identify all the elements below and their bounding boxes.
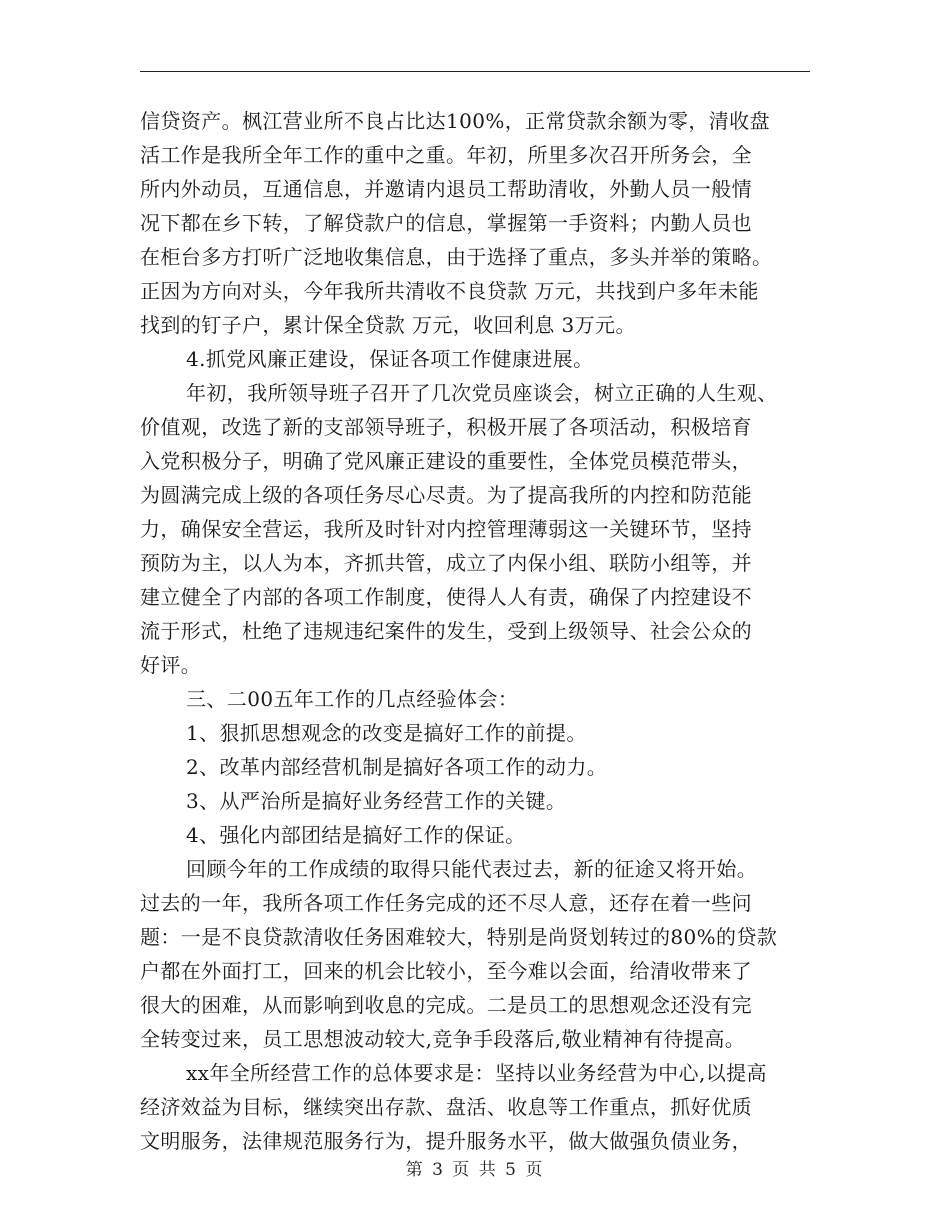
text-line: 所内外动员，互通信息，并邀请内退员工帮助清收，外勤人员一般情 bbox=[140, 177, 752, 201]
text-line: 户都在外面打工，回来的机会比较小，至今难以会面，给清收带来了 bbox=[140, 959, 752, 983]
text-line: 流于形式，杜绝了违规违纪案件的发生，受到上级领导、社会公众的 bbox=[140, 619, 752, 643]
text-line: 很大的困难，从而影响到收息的完成。二是员工的思想观念还没有完 bbox=[140, 993, 752, 1017]
text-line: 找到的钉子户，累计保全贷款 万元，收回利息 3万元。 bbox=[140, 313, 636, 337]
text-line: 建立健全了内部的各项工作制度，使得人人有责，确保了内控建设不 bbox=[140, 585, 752, 609]
text-line: 力，确保安全营运，我所及时针对内控管理薄弱这一关键环节，坚持 bbox=[140, 517, 752, 541]
text-line: 入党积极分子，明确了党风廉正建设的重要性，全体党员模范带头， bbox=[140, 449, 752, 473]
text-line: 预防为主，以人为本，齐抓共管，成立了内保小组、联防小组等，并 bbox=[140, 551, 752, 575]
document-body bbox=[140, 104, 812, 1158]
text-line: 题：一是不良贷款清收任务困难较大，特别是尚贤划转过的80%的贷款 bbox=[140, 925, 778, 949]
header-rule bbox=[140, 71, 810, 72]
text-line: 为圆满完成上级的各项任务尽心尽责。为了提高我所的内控和防范能 bbox=[140, 483, 752, 507]
text-line: 信贷资产。枫江营业所不良占比达100%，正常贷款余额为零，清收盘 bbox=[140, 109, 770, 133]
section-heading: 三、二00五年工作的几点经验体会： bbox=[186, 687, 519, 711]
text-line: 在柜台多方打听广泛地收集信息，由于选择了重点，多头并举的策略。 bbox=[140, 245, 773, 269]
text-line: 好评。 bbox=[140, 653, 202, 677]
paragraph-start: 回顾今年的工作成绩的取得只能代表过去，新的征途又将开始。 bbox=[186, 857, 758, 881]
section-heading: 4.抓党风廉正建设，保证各项工作健康进展。 bbox=[186, 347, 594, 371]
list-item: 4、强化内部团结是搞好工作的保证。 bbox=[186, 823, 526, 847]
text-line: 过去的一年，我所各项工作任务完成的还不尽人意，还存在着一些问 bbox=[140, 891, 752, 915]
list-item: 2、改革内部经营机制是搞好各项工作的动力。 bbox=[186, 755, 608, 779]
text-line: 活工作是我所全年工作的重中之重。年初，所里多次召开所务会，全 bbox=[140, 143, 752, 167]
paragraph-start: 年初，我所领导班子召开了几次党员座谈会，树立正确的人生观、 bbox=[186, 381, 778, 405]
text-line: 全转变过来，员工思想波动较大,竞争手段落后,敬业精神有待提高。 bbox=[140, 1027, 746, 1051]
text-line: 经济效益为目标，继续突出存款、盘活、收息等工作重点，抓好优质 bbox=[140, 1095, 752, 1119]
text-line: 况下都在乡下转，了解贷款户的信息，掌握第一手资料；内勤人员也 bbox=[140, 211, 752, 235]
text-line: 正因为方向对头，今年我所共清收不良贷款 万元，共找到户多年未能 bbox=[140, 279, 759, 303]
paragraph-start: xx年全所经营工作的总体要求是：坚持以业务经营为中心,以提高 bbox=[186, 1061, 767, 1085]
list-item: 1、狠抓思想观念的改变是搞好工作的前提。 bbox=[186, 721, 587, 745]
text-line: 文明服务，法律规范服务行为，提升服务水平，做大做强负债业务， bbox=[140, 1129, 752, 1153]
page-number-footer: 第 3 页 共 5 页 bbox=[405, 1160, 545, 1180]
text-line: 价值观，改选了新的支部领导班子，积极开展了各项活动，积极培育 bbox=[140, 415, 752, 439]
list-item: 3、从严治所是搞好业务经营工作的关键。 bbox=[186, 789, 567, 813]
